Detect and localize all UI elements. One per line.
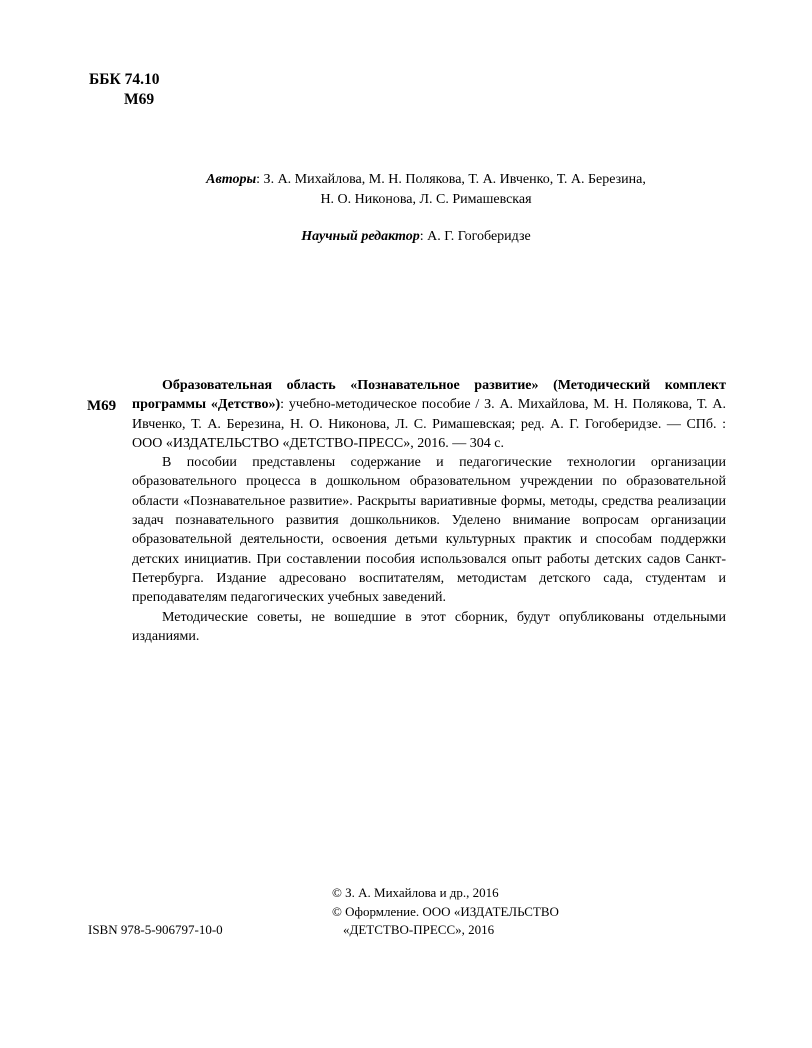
biblio-description bbox=[132, 376, 726, 453]
bbk-code: ББК 74.10 bbox=[89, 71, 160, 88]
editor-name: : А. Г. Гогоберидзе bbox=[419, 229, 531, 244]
biblio-title: Образовательная область «Познавательное развитие» (Методический комплект программы «Детство») bbox=[132, 378, 726, 413]
biblio-author-mark: М69 bbox=[87, 398, 117, 414]
bibliographic-record bbox=[132, 376, 726, 646]
isbn: ISBN 978-5-906797-10-0 bbox=[88, 922, 223, 937]
editor-label: Научный редактор bbox=[301, 229, 420, 244]
authors-line-1 bbox=[0, 170, 812, 190]
copyright-block bbox=[332, 884, 559, 940]
biblio-abstract: В пособии представлены содержание и педагогические технологии организации образовательного процесса в дошкольном образовательном учреждении по образовательной области «Познавательное развитие». Раскрыты вариативные формы, методы, средства реализации задач познавательного развития дошкольников. Уделено внимание вопросам организации образовательной деятельности, освоения детьми культурных практик и способам поддержки детских инициатив. При составлении пособия использовался опыт работы детских садов Санкт-Петербурга. Издание адресовано воспитателям, методистам детского сада, студентам и преподавателям педагогических учебных заведений. bbox=[132, 455, 726, 606]
authors-line-2: Н. О. Никонова, Л. С. Римашевская bbox=[320, 192, 532, 207]
biblio-note: Методические советы, не вошедшие в этот сборник, будут опубликованы отдельными изданиями. bbox=[132, 609, 726, 644]
copyright-line-2: © Оформление. ООО «ИЗДАТЕЛЬСТВО bbox=[332, 903, 559, 919]
authors-block bbox=[0, 170, 812, 210]
biblio-details: : учебно-методическое пособие / З. А. Михайлова, М. Н. Полякова, Т. А. Ивченко, Т. А. Березина, Н. О. Никонова, Л. С. Римашевская; ред. А. Г. Гогоберидзе. — СПб. : ООО «ИЗДАТЕЛЬСТВО «ДЕТСТВО-ПРЕСС», 2016. — 304 с. bbox=[132, 397, 726, 451]
copyright-line-1: © З. А. Михайлова и др., 2016 bbox=[332, 885, 499, 900]
authors-label: Авторы bbox=[206, 172, 257, 187]
authors-names-1: : З. А. Михайлова, М. Н. Полякова, Т. А. Ивченко, Т. А. Березина, bbox=[256, 172, 646, 187]
author-mark: М69 bbox=[124, 91, 155, 108]
copyright-line-3: «ДЕТСТВО-ПРЕСС», 2016 bbox=[343, 922, 495, 937]
editor-block bbox=[0, 227, 812, 247]
